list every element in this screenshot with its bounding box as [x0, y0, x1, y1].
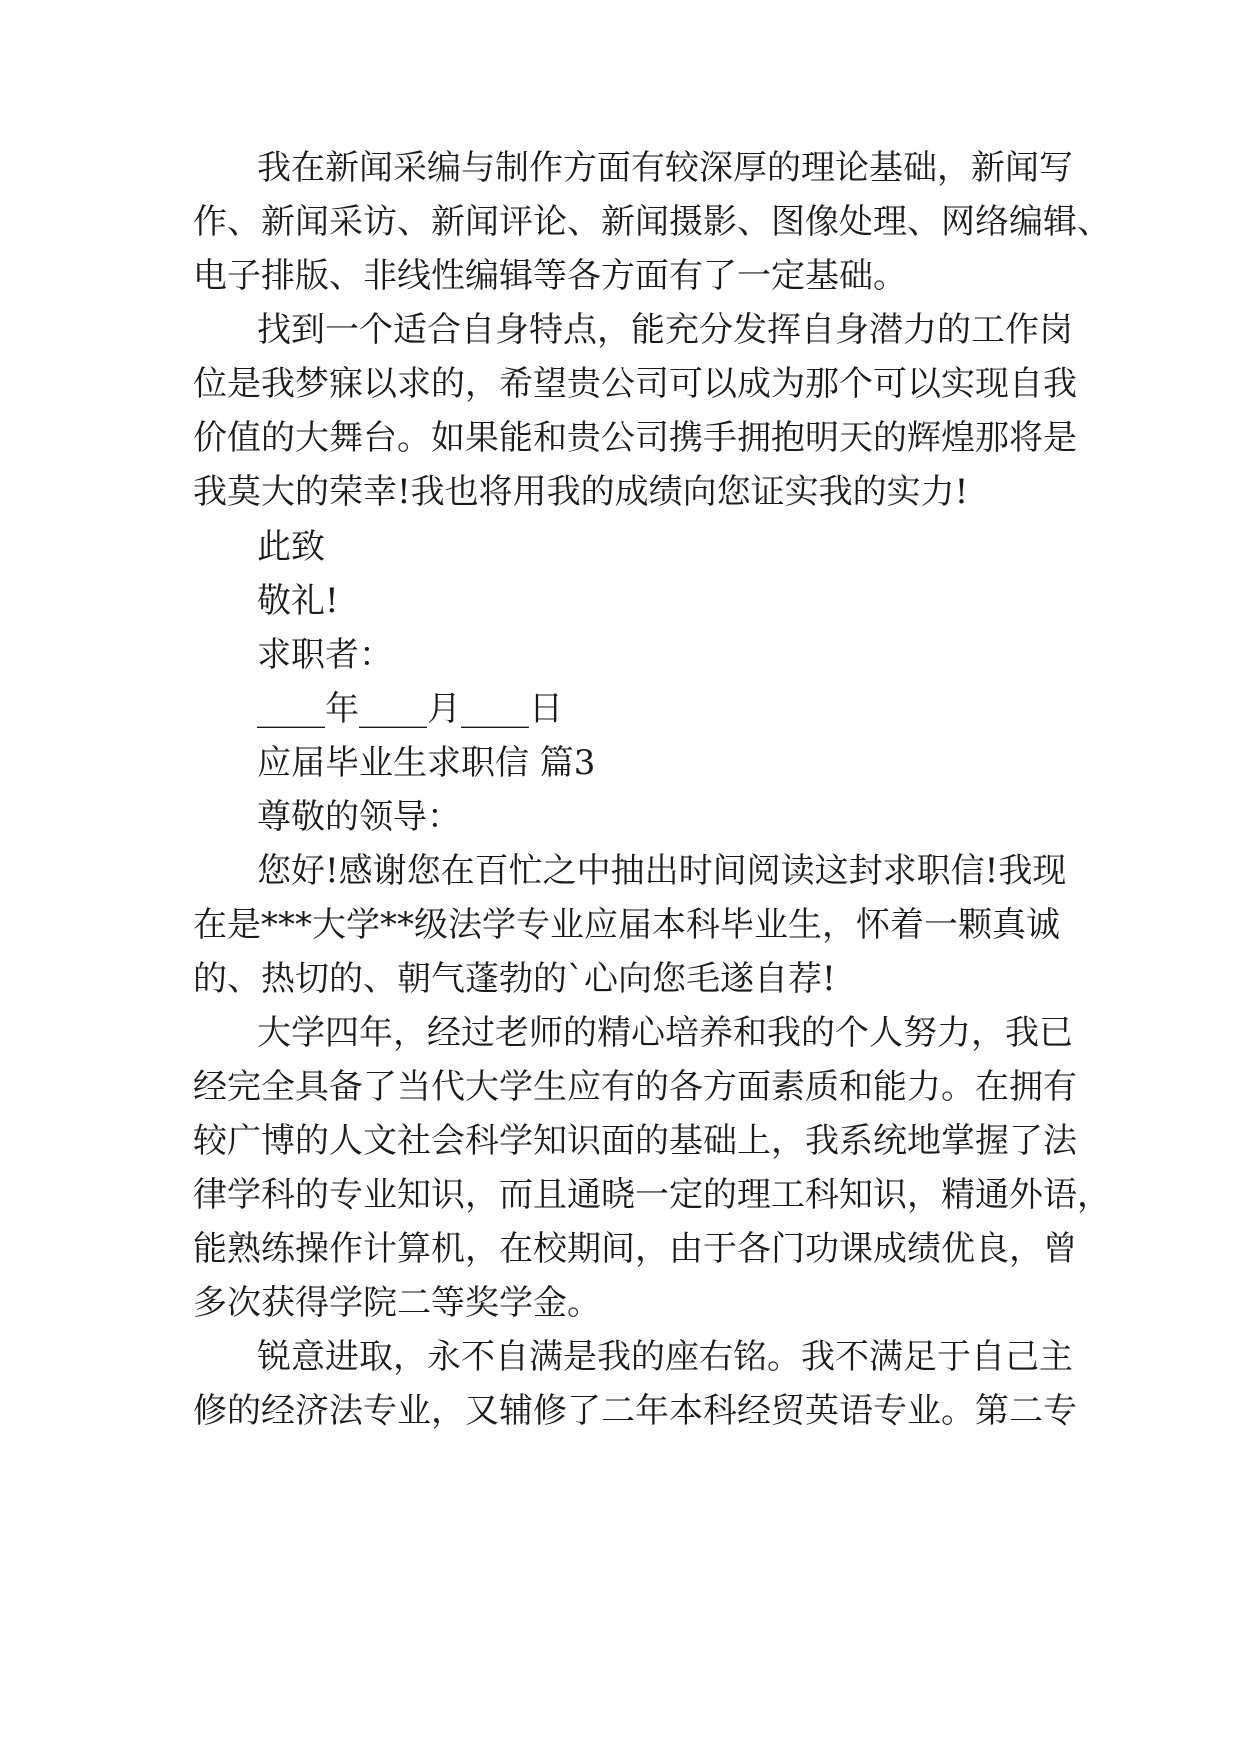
- paragraph-line: 找到一个适合自身特点，能充分发挥自身潜力的工作岗: [257, 310, 1073, 350]
- closing-line: 此致: [257, 527, 325, 567]
- paragraph-line: 在是***大学**级法学专业应届本科毕业生，怀着一颗真诚: [193, 905, 1060, 945]
- paragraph-line: 的、热切的、朝气蓬勃的`心向您毛遂自荐!: [193, 959, 836, 999]
- paragraph-line: 我在新闻采编与制作方面有较深厚的理论基础，新闻写: [257, 148, 1073, 188]
- date-line: ____年____月____日: [257, 689, 563, 729]
- paragraph-line: 作、新闻采访、新闻评论、新闻摄影、图像处理、网络编辑、: [193, 202, 1111, 242]
- section-heading: 应届毕业生求职信 篇3: [257, 743, 596, 783]
- closing-line: 敬礼!: [257, 581, 339, 621]
- paragraph-line: 价值的大舞台。如果能和贵公司携手拥抱明天的辉煌那将是: [193, 418, 1077, 458]
- paragraph-line: 多次获得学院二等奖学金。: [193, 1283, 601, 1323]
- paragraph-line: 锐意进取，永不自满是我的座右铭。我不满足于自己主: [257, 1337, 1073, 1377]
- paragraph-line: 大学四年，经过老师的精心培养和我的个人努力，我已: [257, 1013, 1073, 1053]
- signature-line: 求职者：: [257, 635, 393, 675]
- paragraph-line: 修的经济法专业，又辅修了二年本科经贸英语专业。第二专: [193, 1391, 1077, 1431]
- paragraph-line: 位是我梦寐以求的，希望贵公司可以成为那个可以实现自我: [193, 364, 1077, 404]
- paragraph-line: 经完全具备了当代大学生应有的各方面素质和能力。在拥有: [193, 1067, 1077, 1107]
- paragraph-line: 能熟练操作计算机，在校期间，由于各门功课成绩优良，曾: [193, 1229, 1077, 1269]
- paragraph-line: 较广博的人文社会科学知识面的基础上，我系统地掌握了法: [193, 1121, 1077, 1161]
- paragraph-line: 您好!感谢您在百忙之中抽出时间阅读这封求职信!我现: [257, 851, 1067, 891]
- paragraph-line: 电子排版、非线性编辑等各方面有了一定基础。: [193, 256, 907, 296]
- paragraph-line: 律学科的专业知识，而且通晓一定的理工科知识，精通外语，: [193, 1175, 1111, 1215]
- paragraph-line: 我莫大的荣幸!我也将用我的成绩向您证实我的实力!: [193, 472, 969, 512]
- salutation: 尊敬的领导：: [257, 797, 461, 837]
